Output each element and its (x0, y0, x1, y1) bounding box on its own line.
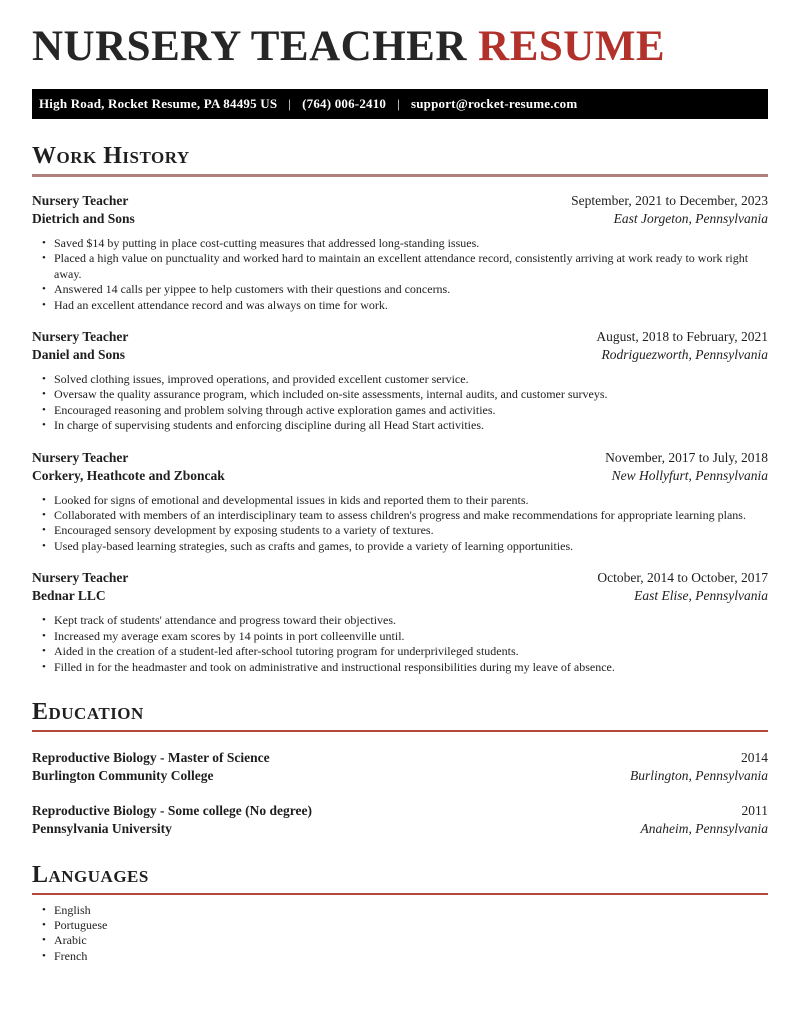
section-education (32, 700, 768, 838)
contact-bar (32, 89, 768, 119)
bullet-item: • Oversaw the quality assurance program, which included on-site assessments, internal audits, and customer surveys. (42, 387, 768, 402)
job-bullet-list (32, 236, 768, 313)
languages-divider (32, 893, 768, 895)
job-title: Nursery Teacher (32, 193, 129, 208)
education-degree: Reproductive Biology - Some college (No degree) (32, 802, 312, 818)
contact-address: High Road, Rocket Resume, PA 84495 US (39, 96, 278, 111)
education-year: 2014 (741, 749, 768, 765)
bullet-item: • Looked for signs of emotional and developmental issues in kids and reported them to their parents. (42, 493, 768, 508)
bullet-item: • Aided in the creation of a student-led after-school tutoring program for underprivileged students. (42, 644, 768, 659)
language-item: • English (42, 903, 768, 918)
contact-separator: | (288, 96, 292, 111)
education-subheader-row (32, 767, 768, 785)
page-title-accent: RESUME (478, 23, 666, 70)
job-header-row (32, 192, 768, 210)
job-header-row (32, 328, 768, 346)
education-entry (32, 802, 768, 838)
education-subheader-row (32, 820, 768, 838)
job-dates: August, 2018 to February, 2021 (596, 329, 768, 345)
contact-separator: | (397, 96, 400, 111)
bullet-item: • In charge of supervising students and enforcing discipline during all Head Start activities. (42, 418, 768, 433)
job-entry (32, 569, 768, 675)
languages-heading: Languages (32, 861, 149, 888)
job-dates: November, 2017 to July, 2018 (605, 449, 768, 465)
bullet-item: • Increased my average exam scores by 14 points in port colleenville until. (42, 629, 768, 644)
job-entry (32, 449, 768, 555)
bullet-item: • Answered 14 calls per yippee to help customers with their questions and concerns. (42, 282, 768, 297)
section-languages (32, 863, 768, 964)
page-title (32, 25, 768, 69)
job-title: Nursery Teacher (32, 570, 129, 586)
bullet-item: • Saved $14 by putting in place cost-cutting measures that addressed long-standing issues. (42, 236, 768, 251)
bullet-item: • Encouraged sensory development by exposing students to a variety of textures. (42, 523, 768, 538)
education-school: Burlington Community College (32, 767, 214, 783)
job-subheader-row (32, 467, 768, 485)
education-degree: Reproductive Biology - Master of Science (32, 749, 270, 765)
bullet-item: • Collaborated with members of an interdisciplinary team to assess children's progress and make recommendations for appropriate learning plans. (42, 508, 768, 523)
contact-phone: (764) 006-2410 (302, 96, 387, 111)
education-school: Pennsylvania University (32, 820, 172, 836)
work-history-heading: Work History (32, 143, 190, 169)
job-company: Daniel and Sons (32, 347, 126, 363)
job-company: Bednar LLC (32, 588, 106, 604)
job-company: Corkery, Heathcote and Zboncak (32, 467, 225, 483)
job-location: New Hollyfurt, Pennsylvania (611, 467, 768, 483)
job-header-row (32, 569, 768, 587)
section-work-history (32, 144, 768, 675)
education-location: Anaheim, Pennsylvania (640, 820, 768, 836)
job-dates: September, 2021 to December, 2023 (571, 193, 768, 208)
job-location: Rodriguezworth, Pennsylvania (601, 347, 768, 363)
languages-list (32, 903, 768, 964)
job-dates: October, 2014 to October, 2017 (597, 570, 768, 586)
education-header-row (32, 802, 768, 820)
education-header-row (32, 749, 768, 767)
education-divider (32, 730, 768, 732)
bullet-item: • Encouraged reasoning and problem solving through active exploration games and activities. (42, 403, 768, 418)
education-heading: Education (32, 698, 144, 725)
work-history-divider (32, 174, 768, 177)
job-title: Nursery Teacher (32, 329, 129, 345)
contact-email: support@rocket-resume.com (410, 96, 578, 111)
bullet-item: • Placed a high value on punctuality and worked hard to maintain an excellent attendance record, consistently arriving at work ready to work right away. (42, 251, 768, 282)
job-title: Nursery Teacher (32, 449, 129, 465)
bullet-item: • Solved clothing issues, improved operations, and provided excellent customer service. (42, 372, 768, 387)
bullet-item: • Kept track of students' attendance and progress toward their objectives. (42, 613, 768, 628)
job-entry (32, 328, 768, 434)
language-item: • Portuguese (42, 918, 768, 933)
job-company: Dietrich and Sons (32, 211, 135, 226)
education-year: 2011 (741, 802, 768, 818)
job-location: East Jorgeton, Pennsylvania (613, 211, 768, 226)
bullet-item: • Had an excellent attendance record and was always on time for work. (42, 298, 768, 313)
job-subheader-row (32, 346, 768, 364)
job-subheader-row (32, 587, 768, 605)
education-location: Burlington, Pennsylvania (630, 767, 768, 783)
job-bullet-list (32, 372, 768, 434)
bullet-item: • Used play-based learning strategies, such as crafts and games, to provide a variety of learning opportunities. (42, 539, 768, 554)
job-entry (32, 192, 768, 313)
job-bullet-list (32, 613, 768, 675)
bullet-item: • Filled in for the headmaster and took on administrative and instructional responsibilities during my leave of absence. (42, 660, 768, 675)
language-item: • French (42, 949, 768, 964)
job-bullet-list (32, 493, 768, 555)
education-entry (32, 749, 768, 785)
language-item: • Arabic (42, 933, 768, 948)
job-subheader-row (32, 210, 768, 228)
job-header-row (32, 449, 768, 467)
job-location: East Elise, Pennsylvania (634, 588, 768, 604)
page-title-main: NURSERY TEACHER (32, 23, 467, 70)
